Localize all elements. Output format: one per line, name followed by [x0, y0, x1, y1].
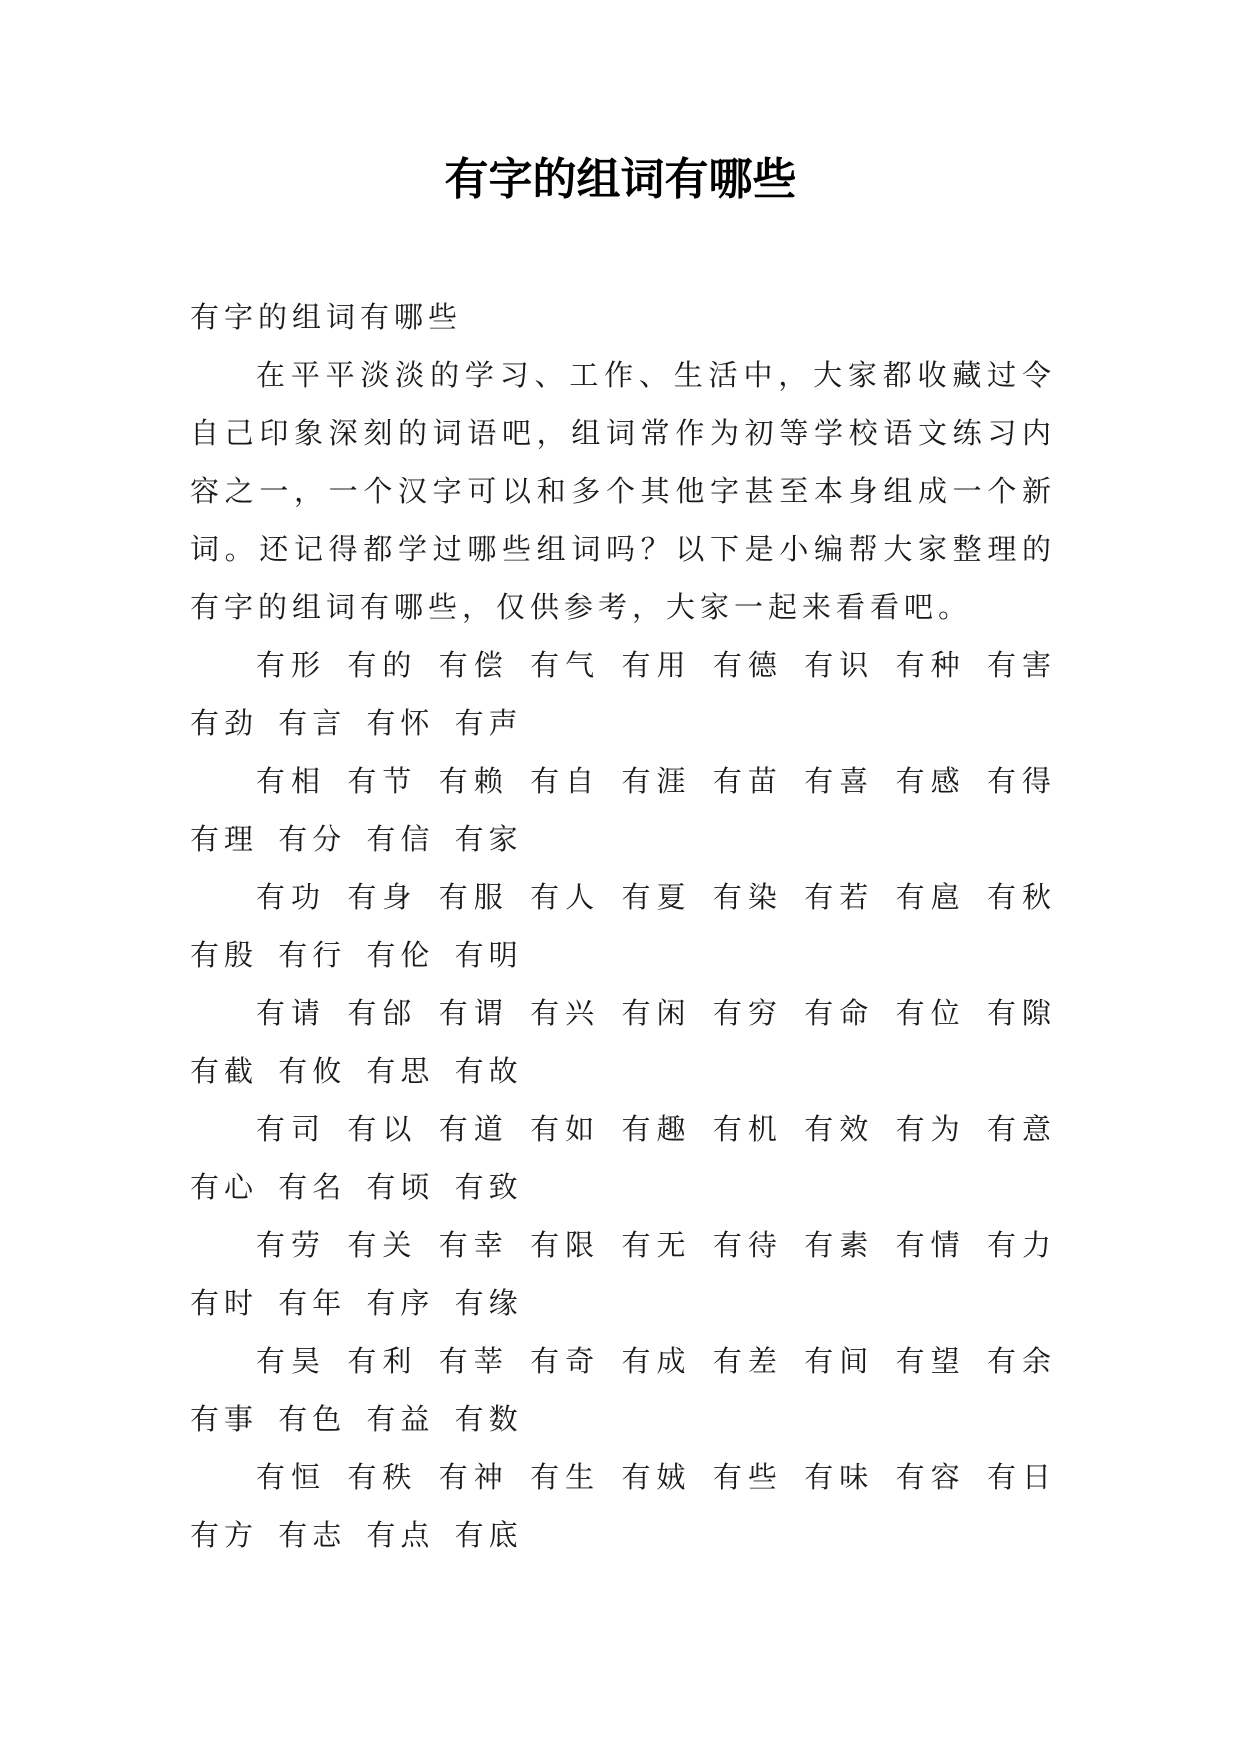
- word-row: 有相 有节 有赖 有自 有涯 有苗 有喜 有感 有得 有理 有分 有信 有家: [190, 764, 1056, 856]
- intro-paragraph: 在平平淡淡的学习、工作、生活中，大家都收藏过令自己印象深刻的词语吧，组词常作为初等学校语文练习内容之一，一个汉字可以和多个其他字甚至本身组成一个新词。还记得都学过哪些组词吗？以下是小编帮大家整理的有字的组词有哪些，仅供参考，大家一起来看看吧。: [190, 358, 1056, 624]
- word-row: 有请 有邰 有谓 有兴 有闲 有穷 有命 有位 有隙 有截 有攸 有思 有故: [190, 996, 1056, 1088]
- document-title: 有字的组词有哪些: [444, 154, 797, 205]
- document-body: [190, 288, 1056, 1564]
- document-subtitle: 有字的组词有哪些: [190, 300, 463, 334]
- word-row: 有司 有以 有道 有如 有趣 有机 有效 有为 有意 有心 有名 有顷 有致: [190, 1112, 1056, 1204]
- word-row: 有功 有身 有服 有人 有夏 有染 有若 有扈 有秋 有殷 有行 有伦 有明: [190, 880, 1056, 972]
- word-row: 有恒 有秩 有神 有生 有娀 有些 有味 有容 有日 有方 有志 有点 有底: [190, 1460, 1056, 1552]
- word-row: 有形 有的 有偿 有气 有用 有德 有识 有种 有害 有劲 有言 有怀 有声: [190, 648, 1056, 740]
- word-row: 有昊 有利 有莘 有奇 有成 有差 有间 有望 有余 有事 有色 有益 有数: [190, 1344, 1056, 1436]
- word-row: 有劳 有关 有幸 有限 有无 有待 有素 有情 有力 有时 有年 有序 有缘: [190, 1228, 1056, 1320]
